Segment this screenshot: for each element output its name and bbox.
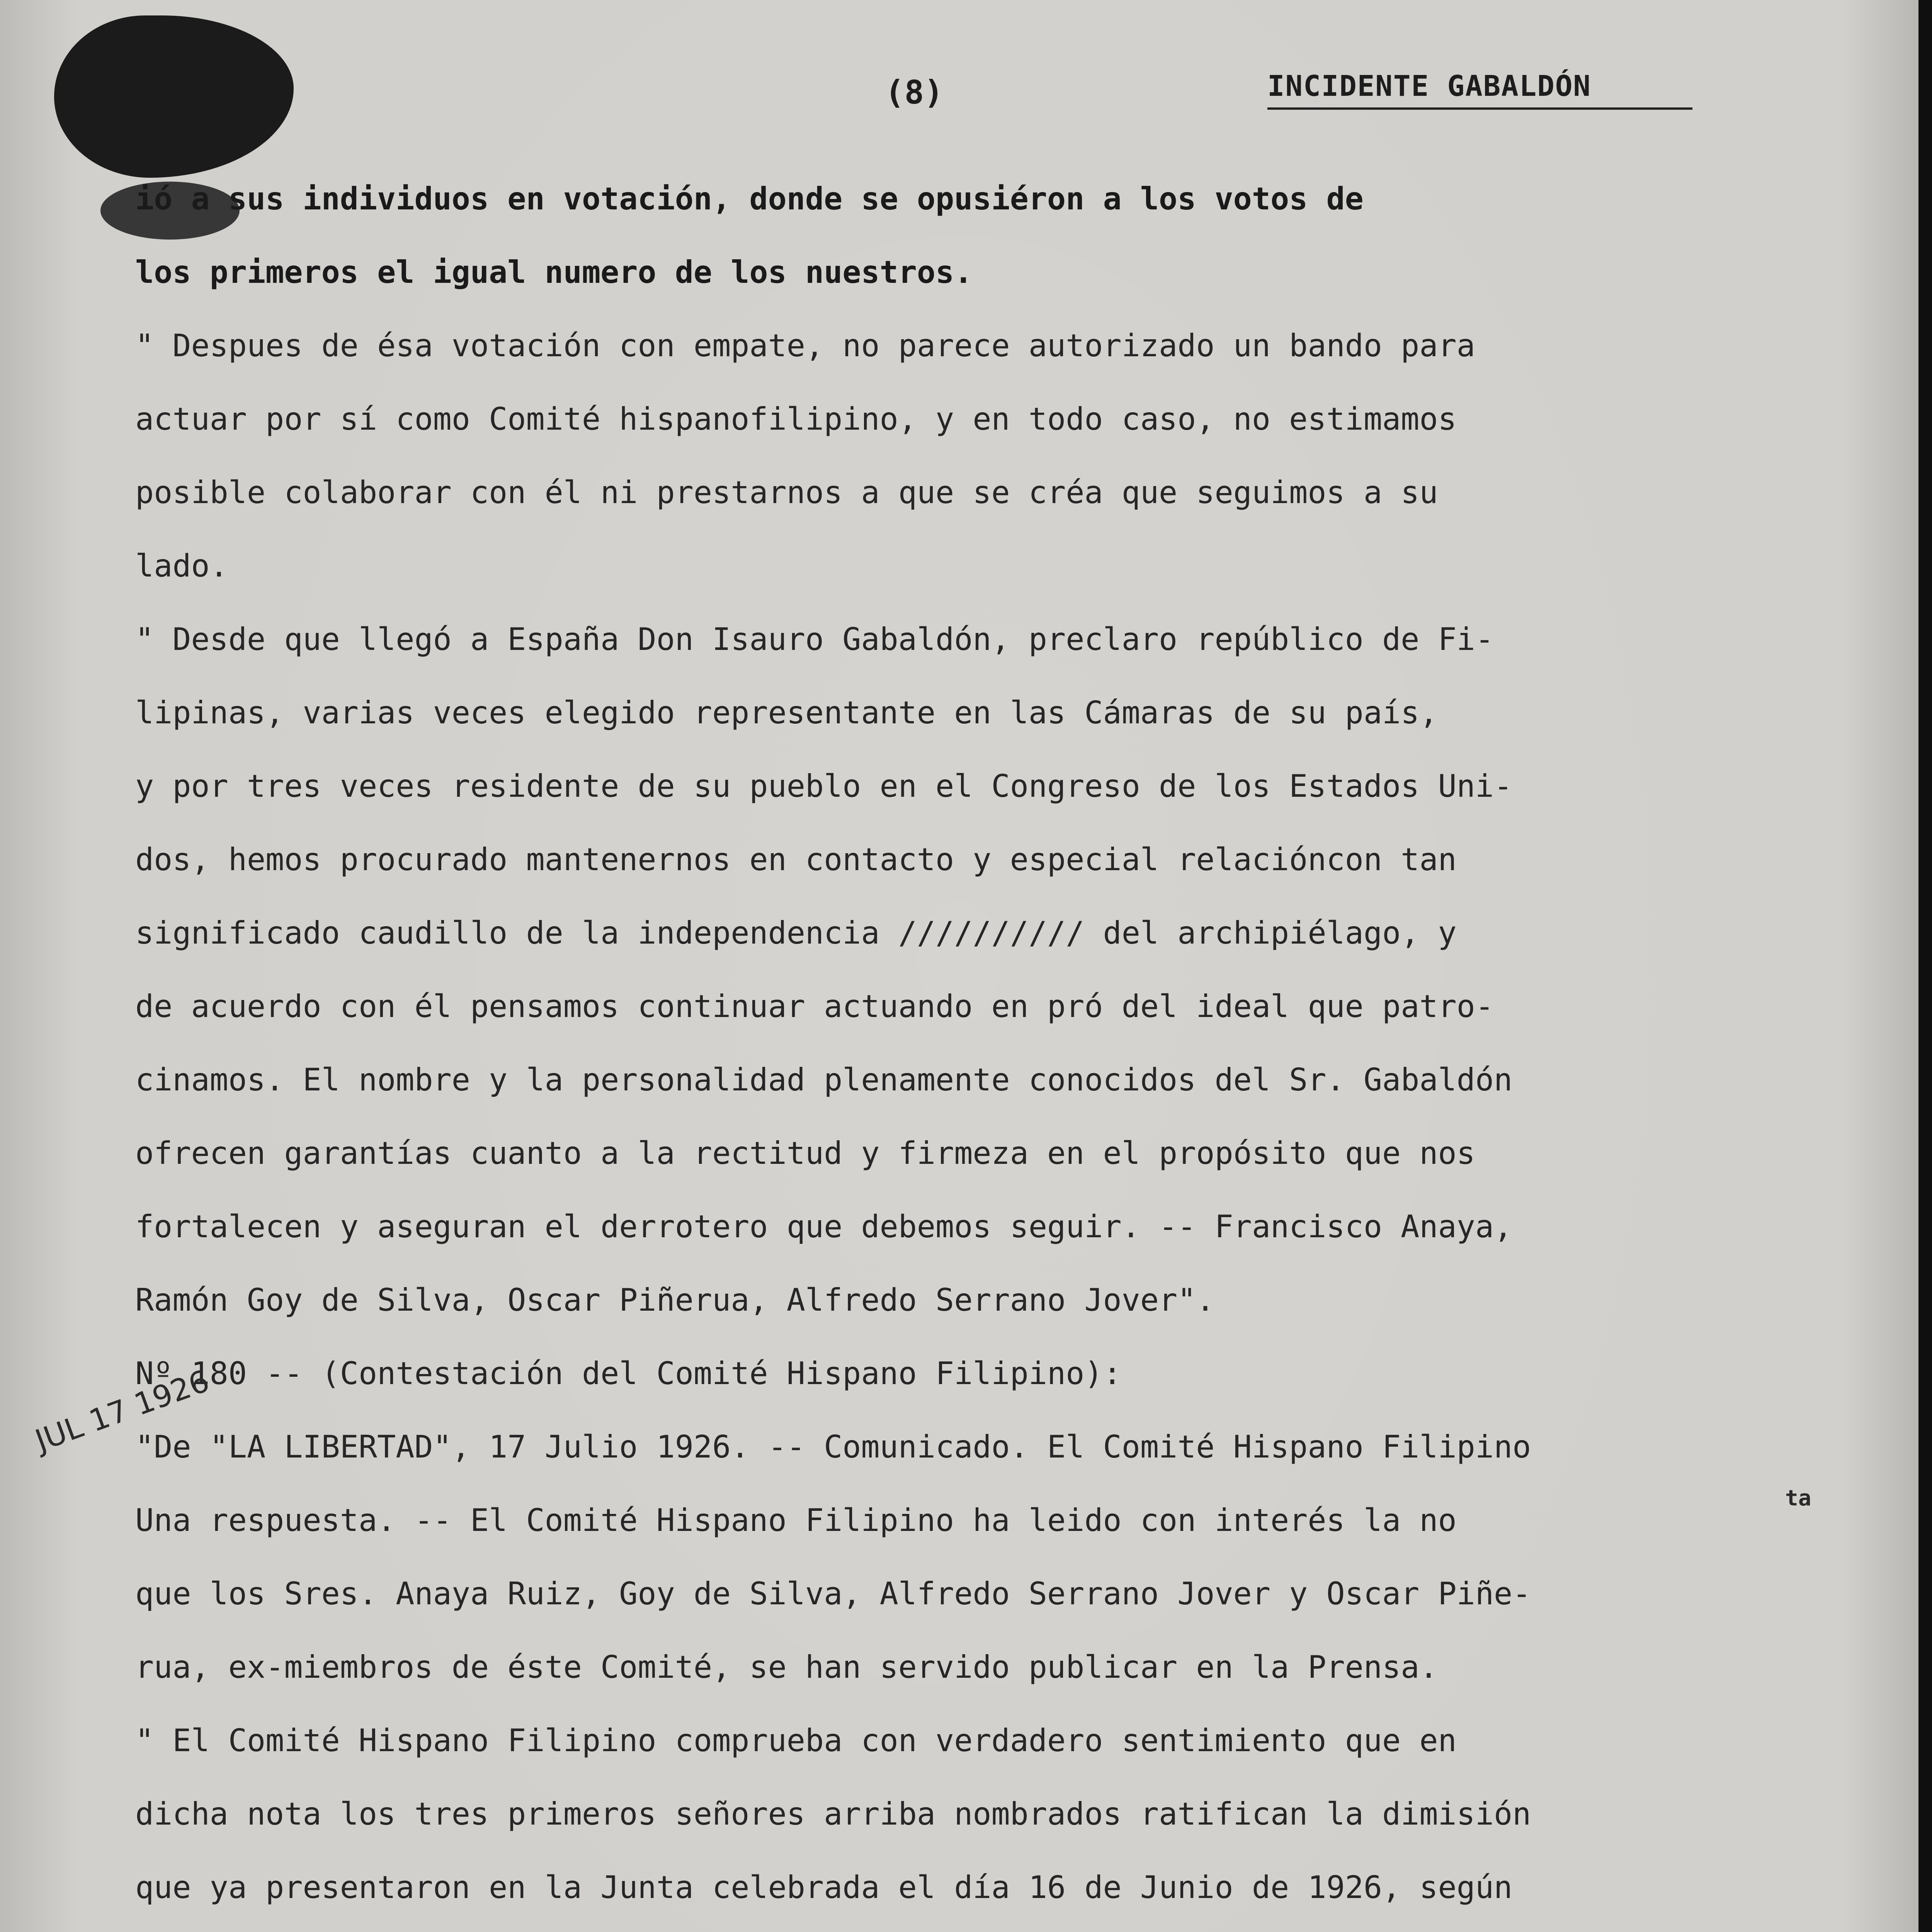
text-line: fortalecen y aseguran el derrotero que debemos seguir. -- Francisco Anaya, (135, 1209, 1513, 1245)
date-stamp: JUL 17 1926 (31, 1363, 214, 1459)
text-line: lado. (135, 548, 228, 584)
text-line: Ramón Goy de Silva, Oscar Piñerua, Alfredo Serrano Jover". (135, 1282, 1215, 1318)
margin-correction: ta (1785, 1486, 1811, 1511)
text-line: Nº 180 -- (Contestación del Comité Hispano Filipino): (135, 1355, 1122, 1391)
text-line: que ya presentaron en la Junta celebrada el día 16 de Junio de 1926, según (135, 1869, 1513, 1905)
text-line: "De "LA LIBERTAD", 17 Julio 1926. -- Comunicado. El Comité Hispano Filipino (135, 1429, 1531, 1465)
document-body (135, 162, 1843, 1932)
text-line: " Despues de ésa votación con empate, no parece autorizado un bando para (135, 328, 1475, 364)
text-line: de acuerdo con él pensamos continuar actuando en pró del ideal que patro- (135, 988, 1494, 1024)
text-line: ió a sus individuos en votación, donde se opusiéron a los votos de (135, 181, 1364, 217)
scan-edge (1918, 0, 1932, 1932)
text-line: que los Sres. Anaya Ruiz, Goy de Silva, Alfredo Serrano Jover y Oscar Piñe- (135, 1576, 1531, 1612)
page-number: (8) (885, 73, 944, 111)
text-line: " Desde que llegó a España Don Isauro Gabaldón, preclaro repúblico de Fi- (135, 621, 1494, 657)
text-line (135, 1924, 1843, 1932)
text-line: ofrecen garantías cuanto a la rectitud y firmeza en el propósito que nos (135, 1135, 1475, 1171)
text-line: dos, hemos procurado mantenernos en contacto y especial relacióncon tan (135, 842, 1457, 878)
text-line: Una respuesta. -- El Comité Hispano Filipino ha leido con interés la no (135, 1502, 1457, 1538)
text-line: actuar por sí como Comité hispanofilipino, y en todo caso, no estimamos (135, 401, 1457, 437)
text-line: dicha nota los tres primeros señores arriba nombrados ratifican la dimisión (135, 1796, 1531, 1832)
page-title: INCIDENTE GABALDÓN (1267, 70, 1692, 110)
text-line: " El Comité Hispano Filipino comprueba con verdadero sentimiento que en (135, 1723, 1457, 1759)
text-line: posible colaborar con él ni prestarnos a que se créa que seguimos a su (135, 474, 1438, 510)
text-line: rua, ex-miembros de éste Comité, se han servido publicar en la Prensa. (135, 1649, 1438, 1685)
text-line: y por tres veces residente de su pueblo en el Congreso de los Estados Uni- (135, 768, 1513, 804)
text-line: cinamos. El nombre y la personalidad plenamente conocidos del Sr. Gabaldón (135, 1062, 1513, 1098)
text-line: significado caudillo de la independencia ////////// del archipiélago, y (135, 915, 1457, 951)
text-line: los primeros el igual numero de los nuestros. (135, 254, 973, 290)
text-line: lipinas, varias veces elegido representante en las Cámaras de su país, (135, 695, 1438, 731)
